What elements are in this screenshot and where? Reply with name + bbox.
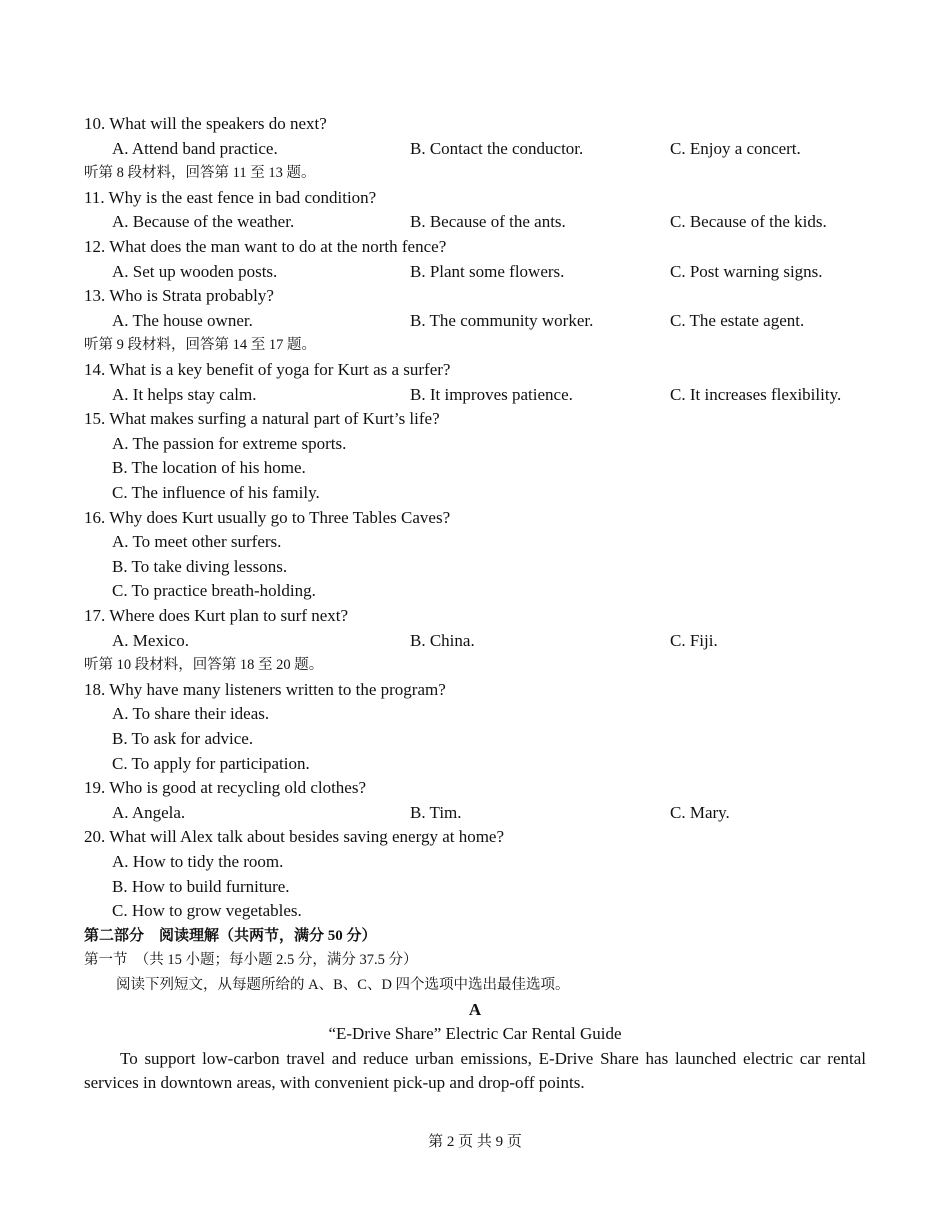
- reading-instruction: 阅读下列短文，从每题所给的 A、B、C、D 四个选项中选出最佳选项。: [116, 977, 570, 993]
- option-b: B. Contact the conductor.: [410, 138, 584, 158]
- option-a: A. It helps stay calm.: [112, 384, 257, 404]
- option-line: B. To take diving lessons.: [112, 556, 288, 576]
- question-text: 17. Where does Kurt plan to surf next?: [84, 606, 349, 625]
- option-row: [0, 801, 950, 826]
- option-row: [0, 137, 950, 162]
- option-c: C. Post warning signs.: [670, 261, 823, 281]
- option-a: A. The house owner.: [112, 310, 253, 330]
- option-b: B. Plant some flowers.: [410, 261, 565, 281]
- option-row: [0, 210, 950, 235]
- option-line: A. To meet other surfers.: [112, 532, 282, 552]
- question-text: 13. Who is Strata probably?: [84, 286, 274, 306]
- option-line: A. How to tidy the room.: [112, 852, 284, 871]
- option-line: C. To apply for participation.: [112, 753, 310, 773]
- option-c: C. Fiji.: [670, 630, 718, 650]
- option-a: A. Mexico.: [112, 630, 189, 650]
- page-footer: 第 2 页 共 9 页: [428, 1134, 522, 1150]
- option-b: B. It improves patience.: [410, 384, 573, 404]
- passage-label: A: [468, 999, 482, 1019]
- option-b: B. Because of the ants.: [410, 212, 566, 232]
- option-line: A. The passion for extreme sports.: [112, 433, 347, 453]
- option-b: B. Tim.: [410, 802, 462, 822]
- option-c: C. It increases flexibility.: [670, 384, 842, 404]
- option-row: [0, 629, 950, 654]
- passage-paragraph: To support low-carbon travel and reduce urban emissions, E-Drive Share has launched electric car rental services in downtown areas, with convenient pick-up and drop-off points.: [84, 1048, 866, 1093]
- question-text: 15. What makes surfing a natural part of Kurt’s life?: [84, 409, 440, 429]
- option-c: C. Because of the kids.: [670, 212, 827, 232]
- option-line: B. The location of his home.: [112, 458, 306, 478]
- option-a: A. Angela.: [112, 802, 186, 822]
- question-text: 20. What will Alex talk about besides saving energy at home?: [84, 827, 505, 847]
- question-text: 11. Why is the east fence in bad condition?: [84, 187, 377, 207]
- section-instruction: 第一节 （共 15 小题；每小题 2.5 分，满分 37.5 分）: [84, 952, 418, 969]
- option-line: C. The influence of his family.: [112, 483, 320, 502]
- option-c: C. Mary.: [670, 802, 730, 822]
- option-line: C. How to grow vegetables.: [112, 901, 302, 921]
- question-text: 14. What is a key benefit of yoga for Kurt as a surfer?: [84, 360, 451, 379]
- option-line: A. To share their ideas.: [112, 704, 270, 724]
- option-line: B. To ask for advice.: [112, 729, 254, 748]
- option-row: [0, 260, 950, 285]
- option-a: A. Attend band practice.: [112, 138, 278, 158]
- question-text: 10. What will the speakers do next?: [84, 114, 327, 133]
- section-instruction: 听第 9 段材料，回答第 14 至 17 题。: [84, 337, 316, 354]
- question-text: 12. What does the man want to do at the north fence?: [84, 237, 447, 256]
- option-b: B. China.: [410, 630, 475, 650]
- option-b: B. The community worker.: [410, 310, 594, 330]
- section-instruction: 听第 10 段材料，回答第 18 至 20 题。: [84, 657, 324, 674]
- section-heading: 第二部分 阅读理解（共两节，满分 50 分）: [84, 927, 377, 944]
- option-a: A. Set up wooden posts.: [112, 261, 278, 281]
- option-line: B. How to build furniture.: [112, 876, 290, 896]
- option-c: C. Enjoy a concert.: [670, 138, 801, 158]
- question-text: 18. Why have many listeners written to the program?: [84, 679, 446, 699]
- section-instruction: 听第 8 段材料，回答第 11 至 13 题。: [84, 165, 316, 182]
- option-row: [0, 383, 950, 408]
- option-row: [0, 309, 950, 334]
- option-c: C. The estate agent.: [670, 310, 805, 330]
- option-line: C. To practice breath-holding.: [112, 581, 316, 601]
- question-text: 16. Why does Kurt usually go to Three Tables Caves?: [84, 507, 451, 527]
- option-a: A. Because of the weather.: [112, 212, 295, 232]
- passage-title: “E-Drive Share” Electric Car Rental Guide: [328, 1024, 622, 1044]
- question-text: 19. Who is good at recycling old clothes?: [84, 778, 367, 798]
